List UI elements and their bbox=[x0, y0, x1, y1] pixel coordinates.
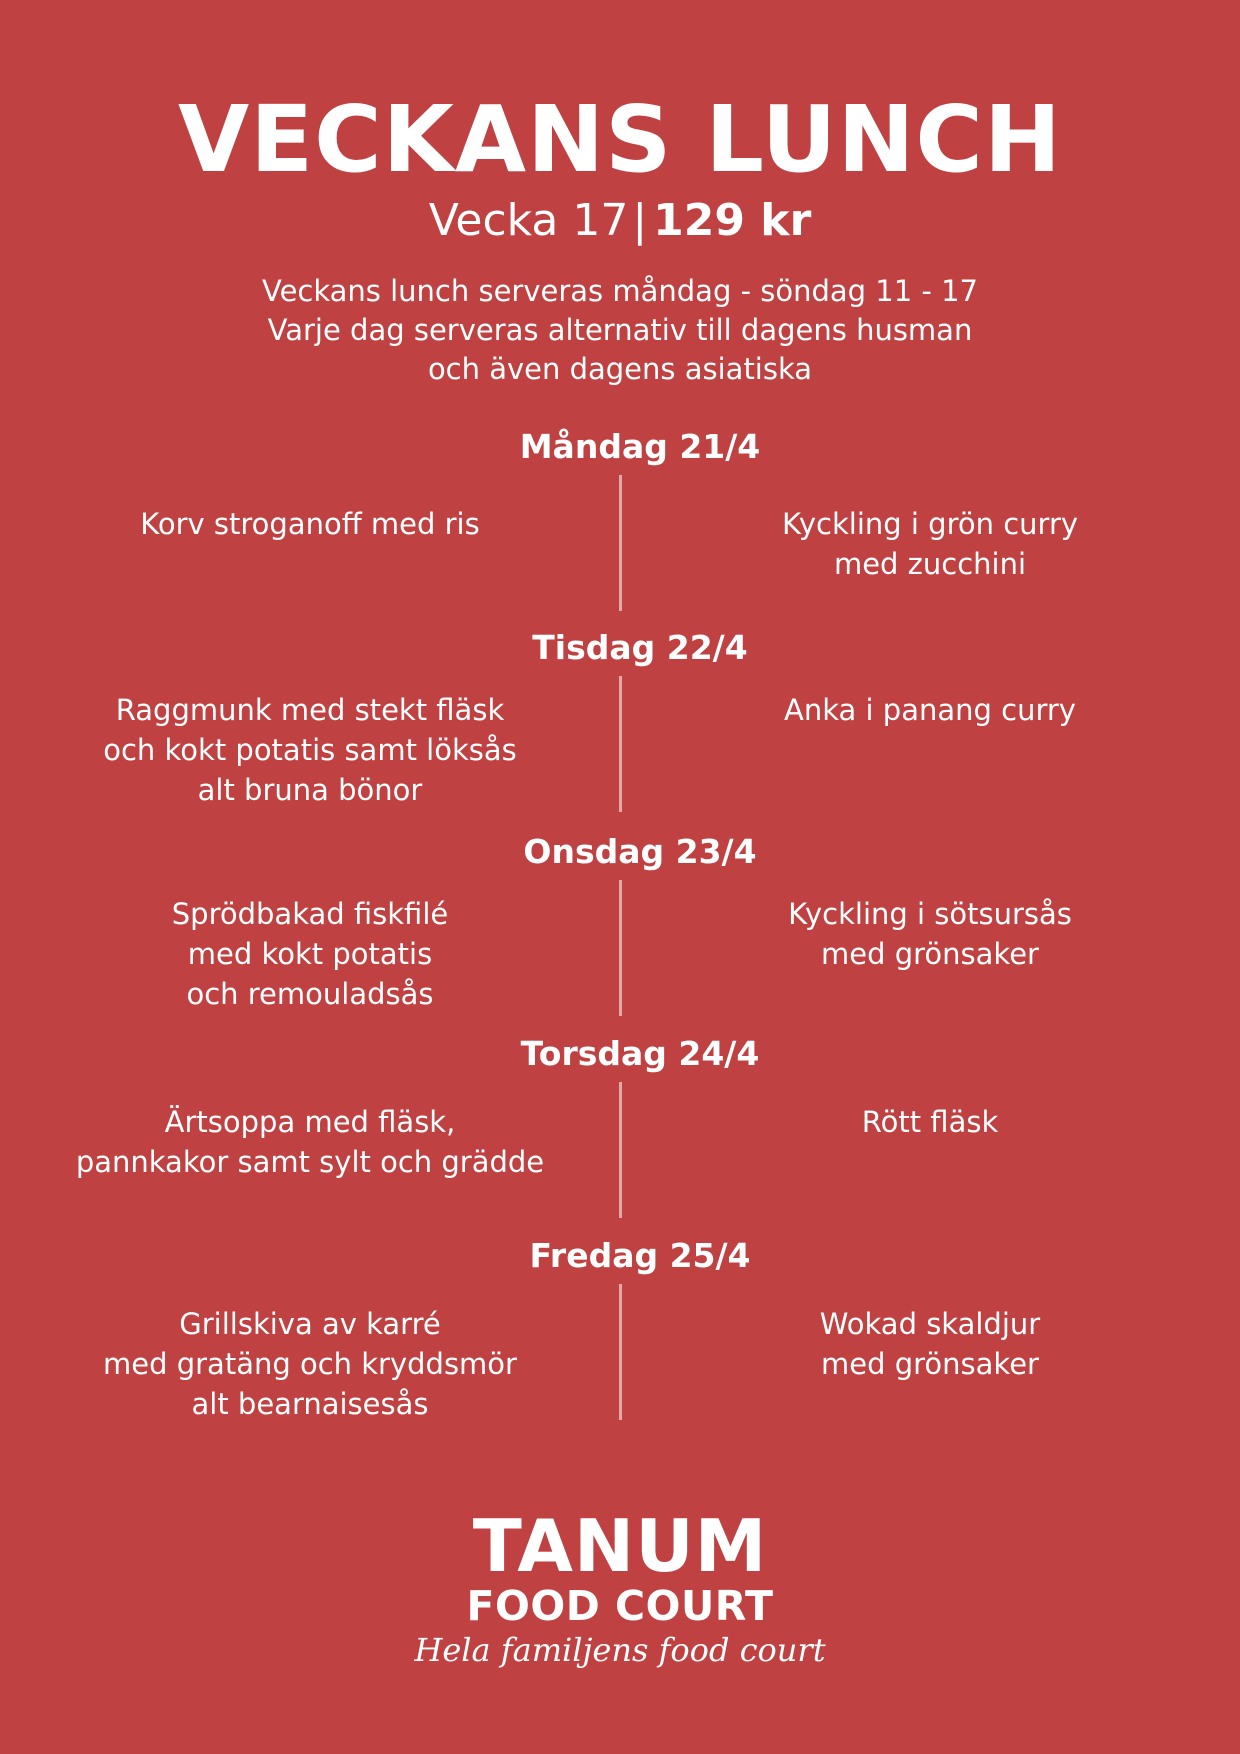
logo-main-text: TANUM bbox=[472, 1504, 768, 1588]
intro-line: Veckans lunch serveras måndag - söndag 11 - 17 bbox=[261, 274, 979, 308]
week-price-line bbox=[0, 193, 1240, 249]
tanum-food-court-logo bbox=[0, 1504, 1240, 1672]
dish-line: Korv stroganoff med ris bbox=[140, 507, 480, 541]
page-title: VECKANS LUNCH bbox=[178, 86, 1062, 193]
husman-dish bbox=[30, 894, 590, 1014]
column-divider bbox=[619, 1284, 622, 1420]
dish-line: Kyckling i sötsursås bbox=[788, 897, 1072, 931]
column-divider bbox=[619, 676, 622, 812]
dish-line: och kokt potatis samt löksås bbox=[103, 733, 517, 767]
dish-line: Rött fläsk bbox=[861, 1105, 999, 1139]
column-divider bbox=[619, 1082, 622, 1218]
week-label: Vecka 17 bbox=[428, 195, 629, 246]
intro-line: Varje dag serveras alternativ till dagens husman bbox=[267, 313, 973, 347]
column-divider bbox=[619, 475, 622, 611]
asian-dish bbox=[650, 504, 1210, 584]
intro-line: och även dagens asiatiska bbox=[427, 352, 813, 386]
logo-tagline: Hela familjens food court bbox=[414, 1631, 826, 1669]
dish-line: alt bruna bönor bbox=[197, 773, 423, 807]
dish-line: med zucchini bbox=[833, 547, 1027, 581]
husman-dish bbox=[30, 690, 590, 810]
logo-sub-text: FOOD COURT bbox=[466, 1582, 774, 1630]
husman-dish bbox=[30, 1304, 590, 1424]
dish-line: Kyckling i grön curry bbox=[781, 507, 1079, 541]
lunch-price: 129 kr bbox=[653, 195, 812, 246]
asian-dish bbox=[650, 894, 1210, 974]
dish-line: Ärtsoppa med fläsk, bbox=[164, 1105, 456, 1139]
dish-line: och remouladsås bbox=[186, 977, 434, 1011]
dish-line: Grillskiva av karré bbox=[179, 1307, 441, 1341]
dish-line: med grönsaker bbox=[821, 1347, 1039, 1381]
dish-line: alt bearnaisesås bbox=[191, 1387, 429, 1421]
asian-dish bbox=[650, 690, 1210, 730]
day-title: Onsdag 23/4 bbox=[523, 832, 757, 871]
asian-dish bbox=[650, 1304, 1210, 1384]
day-title: Fredag 25/4 bbox=[529, 1236, 751, 1275]
dish-line: Sprödbakad fiskfilé bbox=[171, 897, 449, 931]
asian-dish bbox=[650, 1102, 1210, 1142]
husman-dish bbox=[30, 504, 590, 544]
day-title: Tisdag 22/4 bbox=[532, 628, 748, 667]
column-divider bbox=[619, 880, 622, 1016]
day-title: Måndag 21/4 bbox=[519, 427, 761, 466]
dish-line: med gratäng och kryddsmör bbox=[103, 1347, 517, 1381]
dish-line: Anka i panang curry bbox=[784, 693, 1076, 727]
week-separator: | bbox=[632, 195, 648, 246]
dish-line: Raggmunk med stekt fläsk bbox=[115, 693, 505, 727]
intro-text bbox=[0, 272, 1240, 389]
day-title: Torsdag 24/4 bbox=[520, 1034, 760, 1073]
dish-line: pannkakor samt sylt och grädde bbox=[75, 1145, 545, 1179]
husman-dish bbox=[30, 1102, 590, 1182]
dish-line: med grönsaker bbox=[821, 937, 1039, 971]
dish-line: med kokt potatis bbox=[187, 937, 433, 971]
dish-line: Wokad skaldjur bbox=[819, 1307, 1041, 1341]
